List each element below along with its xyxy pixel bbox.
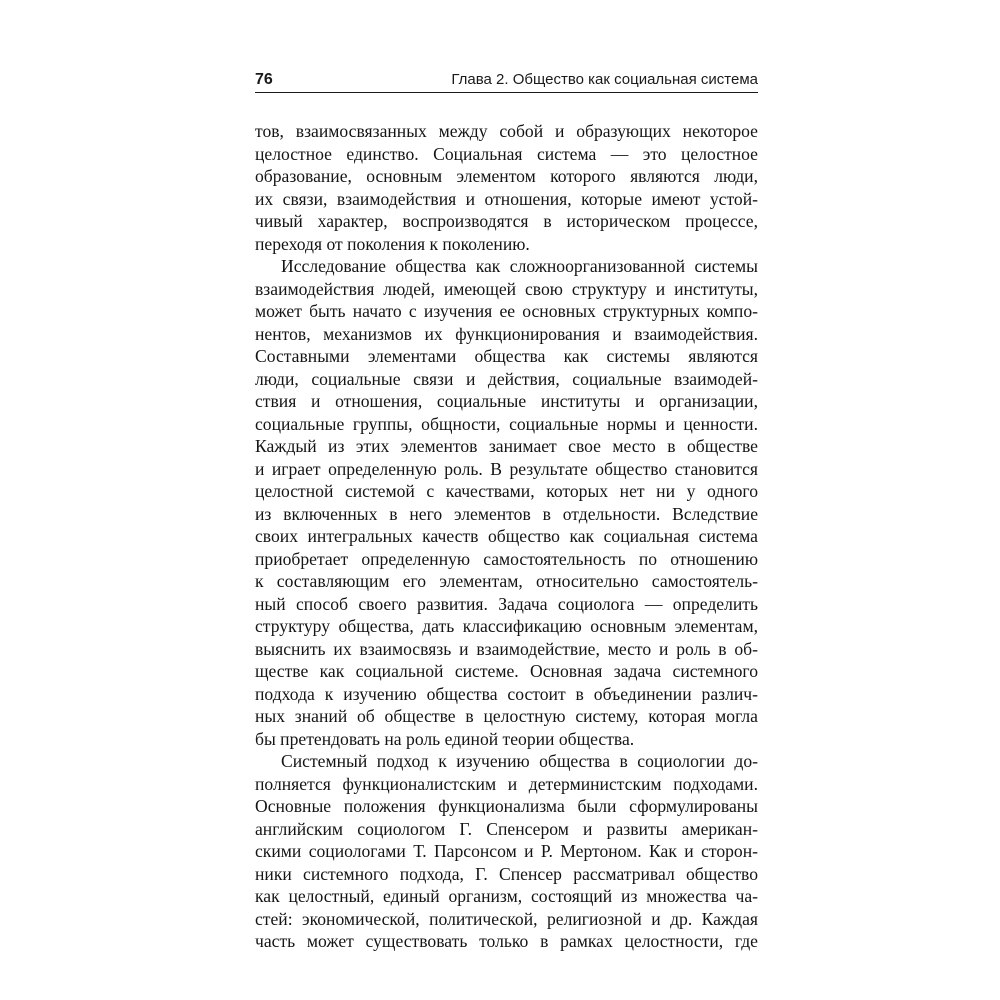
text-line: переходя от поколения к поколению. bbox=[255, 233, 530, 254]
text-line: бы претендовать на роль единой теории общества. bbox=[255, 728, 635, 749]
text-line: образование, основным элементом которого являются люди, bbox=[255, 166, 758, 186]
text-line: структуру общества, дать классификацию основным элементам, bbox=[255, 616, 758, 636]
text-line: приобретает определенную самостоятельность по отношению bbox=[255, 548, 758, 569]
text-line: выяснить их взаимосвязь и взаимодействие, место и роль в об- bbox=[255, 638, 758, 659]
text-line: ники системного подхода, Г. Спенсер рассматривал общество bbox=[255, 863, 758, 884]
text-line: Системный подход к изучению общества в социологии до- bbox=[281, 751, 758, 771]
text-line: Составными элементами общества как системы являются bbox=[255, 346, 758, 366]
text-line: их связи, взаимодействия и отношения, которые имеют устой- bbox=[255, 188, 758, 209]
text-line: к составляющим его элементам, относительно самостоятель- bbox=[255, 571, 758, 591]
text-line: нентов, механизмов их функционирования и взаимодействия. bbox=[255, 323, 758, 344]
text-line: ствия и отношения, социальные институты и организации, bbox=[255, 391, 758, 411]
text-line: стей: экономической, политической, религиозной и др. Каждая bbox=[255, 908, 758, 929]
text-line: английским социологом Г. Спенсером и развиты американ- bbox=[255, 818, 758, 839]
text-line: Каждый из этих элементов занимает свое место в обществе bbox=[255, 436, 758, 456]
chapter-title: Глава 2. Общество как социальная система bbox=[451, 71, 758, 88]
text-line: целостное единство. Социальная система — это целостное bbox=[255, 143, 758, 164]
text-line: социальные группы, общности, социальные нормы и ценности. bbox=[255, 413, 758, 434]
text-line: ный способ своего развития. Задача социолога — определить bbox=[255, 593, 758, 614]
text-line: своих интегральных качеств общество как социальная система bbox=[255, 526, 758, 546]
text-line: целостной системой с качествами, которых нет ни у одного bbox=[255, 481, 758, 501]
page-number: 76 bbox=[255, 71, 273, 88]
body-text bbox=[255, 120, 758, 953]
text-line: чивый характер, воспроизводятся в историческом процессе, bbox=[255, 211, 758, 231]
text-line: ществе как социальной системе. Основная задача системного bbox=[255, 661, 758, 681]
text-line: люди, социальные связи и действия, социальные взаимодей- bbox=[255, 368, 758, 389]
running-header bbox=[255, 70, 758, 93]
text-line: полняется функционалистским и детерминистским подходами. bbox=[255, 773, 758, 794]
text-line: подхода к изучению общества состоит в объединении различ- bbox=[255, 683, 758, 704]
text-line: взаимодействия людей, имеющей свою структуру и институты, bbox=[255, 278, 758, 299]
text-line: скими социологами Т. Парсонсом и Р. Мертоном. Как и сторон- bbox=[255, 841, 758, 861]
text-line: и играет определенную роль. В результате общество становится bbox=[255, 458, 758, 479]
text-line: Основные положения функционализма были сформулированы bbox=[255, 796, 758, 816]
text-line: часть может существовать только в рамках целостности, где bbox=[255, 931, 758, 951]
text-line: тов, взаимосвязанных между собой и образующих некоторое bbox=[255, 121, 758, 141]
text-line: из включенных в него элементов в отдельности. Вследствие bbox=[255, 503, 758, 524]
text-line: Исследование общества как сложноорганизованной системы bbox=[281, 256, 758, 276]
text-line: как целостный, единый организм, состоящий из множества ча- bbox=[255, 886, 758, 906]
text-line: ных знаний об обществе в целостную систему, которая могла bbox=[255, 706, 758, 726]
text-line: может быть начато с изучения ее основных структурных компо- bbox=[255, 301, 758, 321]
